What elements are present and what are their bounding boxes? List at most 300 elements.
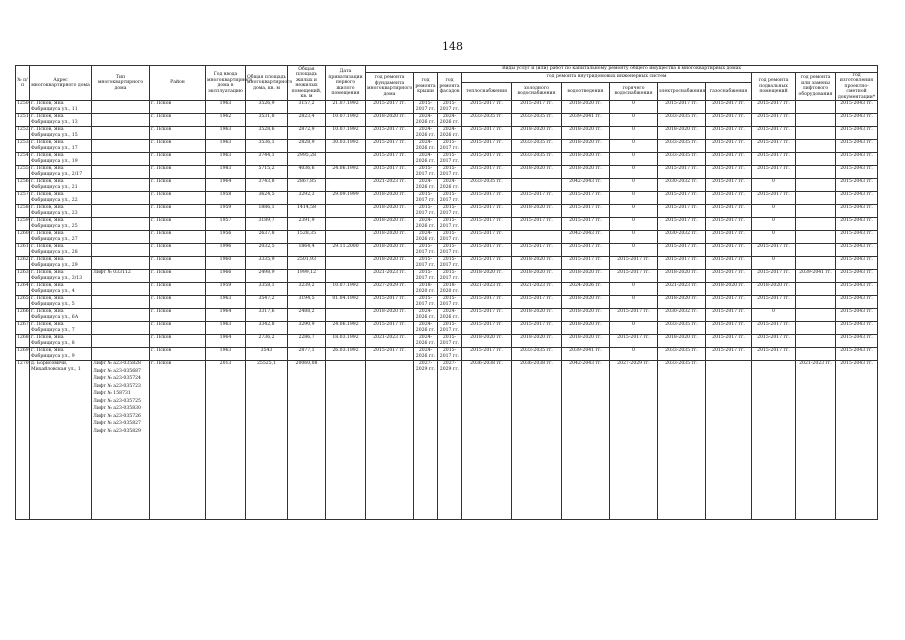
cell-num: 1263 xyxy=(16,270,30,283)
cell-num: 1269 xyxy=(16,348,30,361)
cell-facade: 2015-2017 гг. xyxy=(438,140,462,153)
cell-elevator xyxy=(796,127,836,140)
cell-electricity: 2030-2032 гг. xyxy=(658,179,706,192)
header-electricity: электроснабжения xyxy=(658,82,706,101)
cell-roof: 2024-2026 гг. xyxy=(414,179,438,192)
cell-gas: 2018-2020 гг. xyxy=(706,283,752,296)
cell-cold-water: 2033-2035 гг. xyxy=(512,114,562,127)
cell-district: г. Псков xyxy=(150,257,206,270)
cell-hot-water: 0 xyxy=(610,348,658,361)
cell-electricity: 2015-2017 гг. xyxy=(658,101,706,114)
cell-heating: 2015-2017 гг. xyxy=(462,218,512,231)
cell-total-area: 3335,9 xyxy=(246,257,288,270)
cell-design: 2015-2043 гг. xyxy=(836,153,878,166)
cell-hot-water: 0 xyxy=(610,231,658,244)
cell-privatization xyxy=(326,231,366,244)
cell-electricity: 2015-2017 гг. xyxy=(658,166,706,179)
cell-address: г. Псков, Яна Фабрициуса ул., 4 xyxy=(30,283,92,296)
cell-privatization xyxy=(326,153,366,166)
cell-house-type xyxy=(92,127,150,140)
cell-basement: 2015-2017 гг. xyxy=(752,127,796,140)
cell-hot-water: 0 xyxy=(610,114,658,127)
cell-basement: 0 xyxy=(752,205,796,218)
cell-year: 1962 xyxy=(206,114,246,127)
cell-district: г. Псков xyxy=(150,231,206,244)
cell-residential-area: 3292,3 xyxy=(288,192,326,205)
cell-hot-water: 0 xyxy=(610,296,658,309)
cell-sewerage: 2024-2026 гг. xyxy=(562,283,610,296)
cell-address: г. Псков, Яна Фабрициуса ул., 19 xyxy=(30,153,92,166)
cell-heating: 2015-2017 гг. xyxy=(462,348,512,361)
cell-address: г. Псков, Яна Фабрициуса ул., 7 xyxy=(30,322,92,335)
cell-basement: 2015-2017 гг. xyxy=(752,153,796,166)
cell-residential-area: 2501,93 xyxy=(288,257,326,270)
cell-gas: 2015-2017 гг. xyxy=(706,296,752,309)
cell-privatization: 30.03.1992 xyxy=(326,140,366,153)
cell-hot-water: 2015-2017 гг. xyxy=(610,335,658,348)
cell-address: г. Псков, Яна Фабрициуса ул., 25 xyxy=(30,218,92,231)
cell-basement: 2015-2017 гг. xyxy=(752,192,796,205)
cell-foundation: 2018-2020 гг. xyxy=(366,231,414,244)
cell-basement: 2015-2017 гг. xyxy=(752,296,796,309)
cell-basement: 2015-2017 гг. xyxy=(752,270,796,283)
cell-num: 1258 xyxy=(16,205,30,218)
cell-privatization: 26.03.1992 xyxy=(326,348,366,361)
header-heating: теплоснабжения xyxy=(462,82,512,101)
cell-foundation: 2015-2017 гг. xyxy=(366,140,414,153)
cell-district: г. Псков xyxy=(150,127,206,140)
cell-facade: 2015-2017 гг. xyxy=(438,231,462,244)
cell-privatization: 10.07.1992 xyxy=(326,114,366,127)
cell-facade: 2015-2017 гг. xyxy=(438,335,462,348)
cell-privatization xyxy=(326,361,366,520)
table-row xyxy=(16,101,878,114)
cell-design: 2015-2043 гг. xyxy=(836,322,878,335)
cell-facade: 2015-2017 гг. xyxy=(438,166,462,179)
cell-electricity: 2015-2017 гг. xyxy=(658,218,706,231)
cell-sewerage: 2018-2020 гг. xyxy=(562,322,610,335)
cell-year: 1959 xyxy=(206,205,246,218)
table-row xyxy=(16,192,878,205)
cell-residential-area: 2488,2 xyxy=(288,309,326,322)
cell-address: г. Псков, Яна Фабрициуса ул., 23 xyxy=(30,205,92,218)
cell-gas: 2015-2017 гг. xyxy=(706,335,752,348)
cell-cold-water: 2018-2020 гг. xyxy=(512,257,562,270)
cell-hot-water: 0 xyxy=(610,192,658,205)
cell-total-area: 2032,5 xyxy=(246,244,288,257)
cell-electricity: 2015-2017 гг. xyxy=(658,257,706,270)
cell-electricity: 2015-2017 гг. xyxy=(658,244,706,257)
cell-residential-area: 4036,6 xyxy=(288,166,326,179)
cell-design: 2015-2043 гг. xyxy=(836,309,878,322)
cell-year: 1963 xyxy=(206,322,246,335)
cell-sewerage: 2015-2017 гг. xyxy=(562,257,610,270)
cell-electricity: 2018-2020 гг. xyxy=(658,296,706,309)
cell-gas: 2015-2017 гг. xyxy=(706,166,752,179)
cell-residential-area: 1999,12 xyxy=(288,270,326,283)
cell-cold-water: 2018-2020 гг. xyxy=(512,270,562,283)
cell-elevator xyxy=(796,335,836,348)
cell-sewerage: 2018-2020 гг. xyxy=(562,309,610,322)
cell-hot-water: 0 xyxy=(610,153,658,166)
header-address: Адрес многоквартирного дома xyxy=(30,66,92,101)
cell-total-area: 3547,2 xyxy=(246,296,288,309)
cell-heating: 2015-2017 гг. xyxy=(462,231,512,244)
cell-year: 1996 xyxy=(206,244,246,257)
cell-privatization xyxy=(326,179,366,192)
cell-hot-water: 0 xyxy=(610,166,658,179)
cell-year: 1964 xyxy=(206,335,246,348)
cell-residential-area: 2995,28 xyxy=(288,153,326,166)
cell-cold-water: 2033-2035 гг. xyxy=(512,153,562,166)
cell-foundation: 2018-2020 гг. xyxy=(366,218,414,231)
cell-sewerage: 2018-2020 гг. xyxy=(562,335,610,348)
cell-total-area: 2498,9 xyxy=(246,270,288,283)
cell-num: 1265 xyxy=(16,296,30,309)
cell-sewerage: 2042-2043 гг. xyxy=(562,231,610,244)
cell-heating: 2018-2020 гг. xyxy=(462,335,512,348)
cell-privatization xyxy=(326,218,366,231)
cell-design: 2015-2043 гг. xyxy=(836,335,878,348)
cell-house-type xyxy=(92,322,150,335)
cell-year: 1958 xyxy=(206,192,246,205)
cell-roof: 2015-2017 гг. xyxy=(414,205,438,218)
cell-electricity: 2033-2035 гг. xyxy=(658,361,706,520)
cell-elevator xyxy=(796,296,836,309)
cell-hot-water: 0 xyxy=(610,283,658,296)
capital-repair-table xyxy=(15,65,878,520)
cell-residential-area: 3290,9 xyxy=(288,322,326,335)
cell-total-area: 1886,1 xyxy=(246,205,288,218)
cell-design: 2015-2043 гг. xyxy=(836,166,878,179)
cell-privatization xyxy=(326,270,366,283)
cell-design: 2015-2043 гг. xyxy=(836,218,878,231)
table-row xyxy=(16,322,878,335)
cell-district: г. Псков xyxy=(150,296,206,309)
cell-facade: 2024-2026 гг. xyxy=(438,179,462,192)
cell-total-area: 3317,6 xyxy=(246,309,288,322)
cell-heating: 2033-2035 гг. xyxy=(462,114,512,127)
cell-gas: 2015-2017 гг. xyxy=(706,218,752,231)
cell-house-type xyxy=(92,101,150,114)
cell-design: 2015-2043 гг. xyxy=(836,296,878,309)
cell-cold-water xyxy=(512,179,562,192)
cell-design: 2015-2043 гг. xyxy=(836,361,878,520)
cell-facade: 2015-2017 гг. xyxy=(438,244,462,257)
cell-facade: 2024-2026 гг. xyxy=(438,309,462,322)
cell-facade: 2015-2017 гг. xyxy=(438,296,462,309)
cell-num: 1253 xyxy=(16,140,30,153)
cell-sewerage: 2018-2020 гг. xyxy=(562,166,610,179)
cell-design: 2015-2043 гг. xyxy=(836,205,878,218)
cell-cold-water: 2018-2020 гг. xyxy=(512,335,562,348)
header-design: год изготовления проектно-сметной документации* xyxy=(836,72,878,101)
cell-hot-water: 0 xyxy=(610,205,658,218)
cell-year: 1964 xyxy=(206,179,246,192)
cell-total-area: 5715,2 xyxy=(246,166,288,179)
table-row xyxy=(16,335,878,348)
cell-total-area: 25525,1 xyxy=(246,361,288,520)
cell-gas: 2015-2017 гг. xyxy=(706,205,752,218)
cell-sewerage: 2042-2043 гг. xyxy=(562,179,610,192)
header-num: № п/п xyxy=(16,66,30,101)
cell-address: г. Псков, Яна Фабрициуса ул., 28 xyxy=(30,244,92,257)
cell-num: 1256 xyxy=(16,179,30,192)
cell-facade: 2015-2017 гг. xyxy=(438,270,462,283)
cell-address: г. Псков, Яна Фабрициуса ул., 13 xyxy=(30,114,92,127)
cell-electricity: 2030-2032 гг. xyxy=(658,231,706,244)
cell-basement: 2015-2017 гг. xyxy=(752,166,796,179)
cell-house-type: Лифт № 033112 xyxy=(92,270,150,283)
cell-hot-water: 2015-2017 гг. xyxy=(610,257,658,270)
cell-roof: 2015-2017 гг. xyxy=(414,192,438,205)
cell-electricity: 2033-2035 гг. xyxy=(658,348,706,361)
cell-num: 1260 xyxy=(16,231,30,244)
cell-foundation: 2015-2017 гг. xyxy=(366,153,414,166)
cell-hot-water: 2015-2017 гг. xyxy=(610,309,658,322)
cell-year: 1963 xyxy=(206,296,246,309)
cell-house-type xyxy=(92,114,150,127)
cell-facade: 2015-2017 гг. xyxy=(438,257,462,270)
cell-design: 2015-2043 гг. xyxy=(836,231,878,244)
cell-total-area: 3342,8 xyxy=(246,322,288,335)
cell-heating: 2015-2017 гг. xyxy=(462,257,512,270)
cell-privatization: 10.07.1992 xyxy=(326,127,366,140)
cell-elevator xyxy=(796,205,836,218)
header-residential-area: Общая площадь жилых и нежилых помещений, кв. м xyxy=(288,66,326,101)
table-body xyxy=(16,101,878,361)
cell-facade: 2024-2026 гг. xyxy=(438,127,462,140)
cell-address: г. Псков, Яна Фабрициуса ул., 5 xyxy=(30,296,92,309)
cell-gas: 2015-2017 гг. xyxy=(706,322,752,335)
cell-privatization: 29.11.2000 xyxy=(326,244,366,257)
cell-electricity: 2015-2017 гг. xyxy=(658,192,706,205)
lift-item: Лифт № 158731 xyxy=(93,391,131,396)
table-row xyxy=(16,283,878,296)
cell-elevator xyxy=(796,153,836,166)
cell-elevator xyxy=(796,140,836,153)
cell-cold-water: 2036-2038 гг. xyxy=(512,361,562,520)
cell-design: 2015-2043 гг. xyxy=(836,192,878,205)
cell-basement: 2015-2017 гг. xyxy=(752,335,796,348)
cell-hot-water: 2015-2017 гг. xyxy=(610,270,658,283)
cell-foundation: 2021-2023 гг. xyxy=(366,270,414,283)
cell-heating: 2015-2017 гг. xyxy=(462,140,512,153)
cell-year: 1963 xyxy=(206,101,246,114)
cell-cold-water: 2015-2017 гг. xyxy=(512,192,562,205)
header-year: Год ввода многоквартирного дома в эксплуатацию xyxy=(206,66,246,101)
cell-total-area: 3744,1 xyxy=(246,153,288,166)
cell-privatization: 10.07.1992 xyxy=(326,283,366,296)
cell-address: г. Псков, Яна Фабрициуса ул., 17 xyxy=(30,140,92,153)
cell-total-area: 3358,1 xyxy=(246,283,288,296)
cell-facade: 2015-2017 гг. xyxy=(438,101,462,114)
cell-district: г. Псков xyxy=(150,361,206,520)
cell-hot-water: 0 xyxy=(610,218,658,231)
cell-lift-list xyxy=(92,361,150,520)
cell-foundation: 2018-2020 гг. xyxy=(366,244,414,257)
cell-sewerage: 2039-2041 гг. xyxy=(562,348,610,361)
cell-total-area: 3189,7 xyxy=(246,218,288,231)
cell-total-area: 3526,9 xyxy=(246,101,288,114)
table-row xyxy=(16,127,878,140)
cell-gas: 2015-2017 гг. xyxy=(706,348,752,361)
cell-roof: 2015-2017 гг. xyxy=(414,257,438,270)
table-row xyxy=(16,114,878,127)
lift-item: Лифт № а23-035829 xyxy=(93,428,141,434)
cell-basement: 2015-2017 гг. xyxy=(752,114,796,127)
cell-roof: 2024-2026 гг. xyxy=(414,322,438,335)
cell-basement: 2018-2020 гг. xyxy=(752,283,796,296)
cell-elevator xyxy=(796,322,836,335)
cell-gas: 2015-2017 гг. xyxy=(706,270,752,283)
cell-year: 1966 xyxy=(206,270,246,283)
cell-district: г. Псков xyxy=(150,283,206,296)
cell-hot-water: 0 xyxy=(610,127,658,140)
table-row xyxy=(16,270,878,283)
cell-total-area: 2637,8 xyxy=(246,231,288,244)
cell-heating: 2021-2023 гг. xyxy=(462,283,512,296)
cell-address: г. Псков, Яна Фабрициуса ул., 2/17 xyxy=(30,166,92,179)
cell-address: г. Псков, Яна Фабрициуса ул., 3/13 xyxy=(30,270,92,283)
lift-item: Лифт № а23-035723 xyxy=(93,383,141,389)
cell-residential-area: 2872,9 xyxy=(288,127,326,140)
lift-item: Лифт № а23-035830 xyxy=(93,406,141,411)
cell-cold-water: 2015-2017 гг. xyxy=(512,244,562,257)
cell-cold-water: 2015-2017 гг. xyxy=(512,218,562,231)
cell-house-type xyxy=(92,257,150,270)
cell-facade: 2015-2017 гг. xyxy=(438,153,462,166)
cell-privatization: 18.03.1992 xyxy=(326,335,366,348)
cell-elevator xyxy=(796,309,836,322)
cell-cold-water: 2015-2017 гг. xyxy=(512,101,562,114)
cell-elevator xyxy=(796,101,836,114)
table-body-last xyxy=(16,361,878,520)
lift-item: Лифт № а23-035687 xyxy=(93,368,141,374)
cell-electricity: 2033-2035 гг. xyxy=(658,140,706,153)
cell-sewerage: 2018-2020 гг. xyxy=(562,270,610,283)
cell-district: г. Псков xyxy=(150,335,206,348)
cell-roof: 2024-2026 гг. xyxy=(414,335,438,348)
cell-electricity: 2018-2020 гг. xyxy=(658,335,706,348)
table-row xyxy=(16,361,878,520)
cell-roof: 2024-2026 гг. xyxy=(414,231,438,244)
cell-basement: 2015-2017 гг. xyxy=(752,348,796,361)
cell-privatization: 01.04.1992 xyxy=(326,296,366,309)
cell-residential-area: 2286,7 xyxy=(288,335,326,348)
cell-basement: 0 xyxy=(752,309,796,322)
cell-hot-water: 0 xyxy=(610,244,658,257)
cell-basement: 0 xyxy=(752,218,796,231)
cell-design: 2015-2043 гг. xyxy=(836,244,878,257)
table-row xyxy=(16,205,878,218)
cell-house-type xyxy=(92,179,150,192)
cell-roof: 2024-2026 гг. xyxy=(414,348,438,361)
cell-design: 2015-2043 гг. xyxy=(836,101,878,114)
table-row xyxy=(16,244,878,257)
header-roof: год ремонта крыши xyxy=(414,72,438,101)
cell-roof: 2024-2026 гг. xyxy=(414,114,438,127)
cell-heating: 2015-2017 гг. xyxy=(462,205,512,218)
cell-total-area: 3624,5 xyxy=(246,192,288,205)
cell-basement: 2015-2017 гг. xyxy=(752,140,796,153)
cell-electricity: 2015-2017 гг. xyxy=(658,205,706,218)
cell-gas: 2015-2017 гг. xyxy=(706,140,752,153)
cell-cold-water: 2015-2017 гг. xyxy=(512,322,562,335)
cell-sewerage: 2018-2020 гг. xyxy=(562,127,610,140)
cell-roof: 2018-2020 гг. xyxy=(414,283,438,296)
cell-elevator xyxy=(796,348,836,361)
cell-elevator xyxy=(796,257,836,270)
cell-year: 1983 xyxy=(206,166,246,179)
cell-total-area: 3536,1 xyxy=(246,140,288,153)
header-group: Виды услуг и (или) работ по капитальному ремонту общего имущества в многоквартирных домах xyxy=(366,66,878,73)
table-row xyxy=(16,231,878,244)
cell-district: г. Псков xyxy=(150,101,206,114)
header-hot-water: горячего водоснабжения xyxy=(610,82,658,101)
cell-year: 1956 xyxy=(206,231,246,244)
cell-year: 1964 xyxy=(206,309,246,322)
cell-num: 1251 xyxy=(16,114,30,127)
cell-year: 1963 xyxy=(206,348,246,361)
cell-privatization xyxy=(326,257,366,270)
cell-foundation: 2015-2017 гг. xyxy=(366,101,414,114)
cell-num: 1250 xyxy=(16,101,30,114)
cell-heating: 2015-2017 гг. xyxy=(462,166,512,179)
cell-heating: 2015-2017 гг. xyxy=(462,192,512,205)
cell-facade: 2015-2017 гг. xyxy=(438,205,462,218)
cell-roof: 2027-2029 гг. xyxy=(414,361,438,520)
cell-design: 2015-2043 гг. xyxy=(836,270,878,283)
cell-facade: 2015-2017 гг. xyxy=(438,192,462,205)
cell-foundation: 2018-2020 гг. xyxy=(366,257,414,270)
cell-foundation: 2018-2020 гг. xyxy=(366,205,414,218)
cell-address: г. Псков, Яна Фабрициуса ул., 9 xyxy=(30,348,92,361)
lift-item: Лифт № а23-035725 xyxy=(93,398,141,404)
cell-address: д. Борисовичи, Михайловская ул., 1 xyxy=(30,361,92,520)
cell-gas: 2015-2017 гг. xyxy=(706,192,752,205)
cell-residential-area: 3157,2 xyxy=(288,101,326,114)
cell-foundation: 2027-2029 гг. xyxy=(366,283,414,296)
cell-house-type xyxy=(92,296,150,309)
cell-address: г. Псков, Яна Фабрициуса ул., 6А xyxy=(30,309,92,322)
header-gas: газоснабжения xyxy=(706,82,752,101)
header-cold-water: холодного водоснабжения xyxy=(512,82,562,101)
table-row xyxy=(16,296,878,309)
cell-house-type xyxy=(92,231,150,244)
cell-gas: 2015-2017 гг. xyxy=(706,309,752,322)
cell-cold-water: 2018-2020 гг. xyxy=(512,166,562,179)
cell-address: г. Псков, Яна Фабрициуса ул., 22 xyxy=(30,192,92,205)
cell-residential-area: 20060,08 xyxy=(288,361,326,520)
cell-sewerage: 2042-2043 гг. xyxy=(562,361,610,520)
cell-elevator xyxy=(796,166,836,179)
cell-facade: 2015-2017 гг. xyxy=(438,218,462,231)
cell-design: 2015-2043 гг. xyxy=(836,114,878,127)
cell-elevator xyxy=(796,192,836,205)
cell-sewerage: 2015-2017 гг. xyxy=(562,244,610,257)
cell-foundation: 2015-2017 гг. xyxy=(366,127,414,140)
cell-heating: 2015-2017 гг. xyxy=(462,244,512,257)
cell-cold-water: 2021-2023 гг. xyxy=(512,283,562,296)
cell-elevator xyxy=(796,114,836,127)
cell-num: 1259 xyxy=(16,218,30,231)
cell-privatization: 29.09.1999 xyxy=(326,192,366,205)
cell-num: 1267 xyxy=(16,322,30,335)
cell-foundation xyxy=(366,361,414,520)
cell-year: 1959 xyxy=(206,283,246,296)
cell-num: 1268 xyxy=(16,335,30,348)
